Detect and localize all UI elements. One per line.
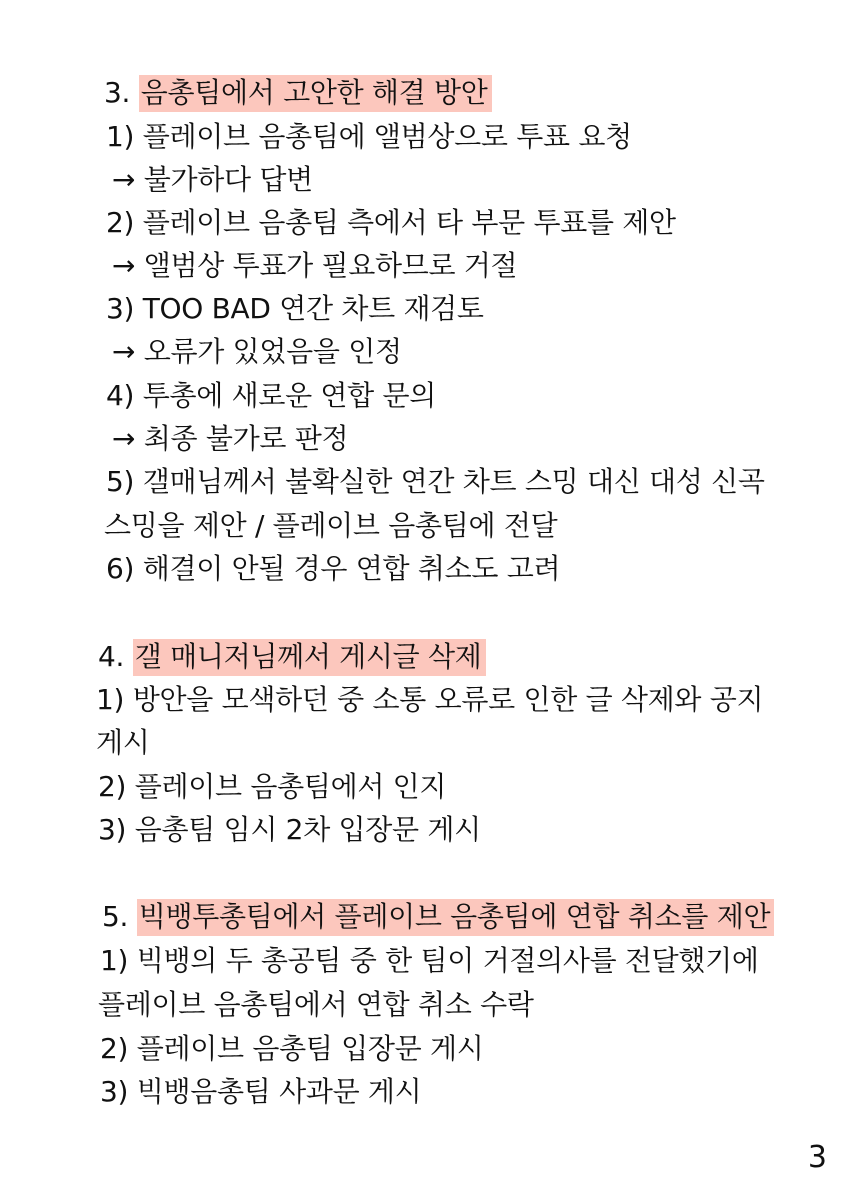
section-3-heading [104, 73, 492, 113]
section-4-line-3: 2) 플레이브 음총팀에서 인지 [98, 770, 447, 803]
section-4-number: 4. [98, 640, 125, 673]
section-5-number: 5. [102, 900, 129, 933]
section-3-line-11: 6) 해결이 안될 경우 연합 취소도 고려 [106, 552, 561, 585]
section-3-line-9: 5) 갤매님께서 불확실한 연간 차트 스밍 대신 대성 신곡 [106, 465, 765, 498]
section-4-line-4: 3) 음총팀 임시 2차 입장문 게시 [98, 813, 481, 846]
section-3-line-5: 3) TOO BAD 연간 차트 재검토 [106, 292, 484, 325]
section-5-line-3: 2) 플레이브 음총팀 입장문 게시 [100, 1032, 484, 1065]
section-5-line-2: 플레이브 음총팀에서 연합 취소 수락 [98, 988, 534, 1021]
section-3-line-10: 스밍을 제안 / 플레이브 음총팀에 전달 [104, 509, 558, 542]
section-4-heading [98, 637, 486, 677]
section-3-line-7: 4) 투총에 새로운 연합 문의 [106, 379, 437, 412]
section-3-line-2: → 불가하다 답변 [112, 163, 313, 196]
section-5-heading [102, 897, 774, 937]
section-4-line-1: 1) 방안을 모색하던 중 소통 오류로 인한 글 삭제와 공지 [96, 683, 764, 716]
page-number: 3 [807, 1140, 827, 1175]
section-3-line-8: → 최종 불가로 판정 [112, 422, 349, 455]
section-3-line-3: 2) 플레이브 음총팀 측에서 타 부문 투표를 제안 [106, 206, 676, 239]
section-3-title: 음총팀에서 고안한 해결 방안 [139, 75, 492, 112]
section-3-line-6: → 오류가 있었음을 인정 [112, 335, 402, 368]
section-5-line-1: 1) 빅뱅의 두 총공팀 중 한 팀이 거절의사를 전달했기에 [100, 944, 759, 977]
section-3-line-1: 1) 플레이브 음총팀에 앨범상으로 투표 요청 [106, 120, 632, 153]
section-5-line-4: 3) 빅뱅음총팀 사과문 게시 [100, 1075, 422, 1108]
section-5-title: 빅뱅투총팀에서 플레이브 음총팀에 연합 취소를 제안 [137, 899, 774, 936]
section-4-line-2: 게시 [96, 726, 150, 759]
section-4-title: 갤 매니저님께서 게시글 삭제 [133, 639, 486, 676]
section-3-number: 3. [104, 76, 131, 109]
section-3-line-4: → 앨범상 투표가 필요하므로 거절 [112, 249, 518, 282]
